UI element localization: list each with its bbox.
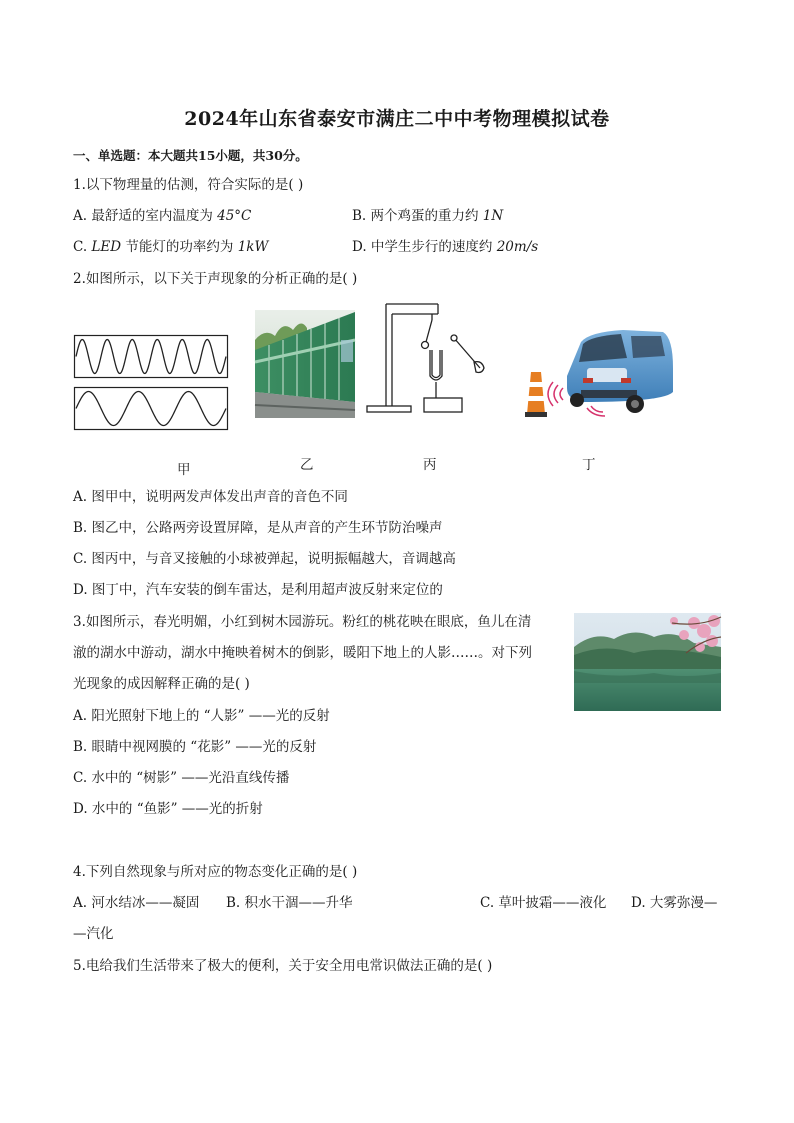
q4-option-c: C. 草叶披霜——液化 bbox=[480, 895, 607, 911]
figure-label-jia: 甲 bbox=[177, 462, 191, 478]
tuning-fork-diagram bbox=[366, 300, 486, 418]
lake-scene-image bbox=[574, 613, 721, 711]
reversing-car-image bbox=[523, 328, 675, 420]
q5-stem: 5.电给我们生活带来了极大的便利，关于安全用电常识做法正确的是( ) bbox=[73, 958, 493, 974]
q3-option-c: C. 水中的 “树影” ——光沿直线传播 bbox=[73, 770, 290, 786]
q4-option-b: B. 积水干涸——升华 bbox=[226, 895, 353, 911]
q3-stem-line2: 澈的湖水中游动，湖水中掩映着树木的倒影，暖阳下地上的人影……。对下列 bbox=[73, 645, 532, 661]
q2-option-d: D. 图丁中，汽车安装的倒车雷达，是利用超声波反射来定位的 bbox=[73, 582, 443, 598]
q2-option-b: B. 图乙中，公路两旁设置屏障，是从声音的产生环节防治噪声 bbox=[73, 520, 443, 536]
q1-stem: 1.以下物理量的估测，符合实际的是( ) bbox=[73, 177, 304, 193]
waveform-figure bbox=[74, 335, 228, 431]
q1-option-d: D. 中学生步行的速度约 20m/s bbox=[352, 239, 539, 255]
q3-option-b: B. 眼睛中视网膜的 “花影” ——光的反射 bbox=[73, 739, 317, 755]
q2-stem: 2.如图所示，以下关于声现象的分析正确的是( ) bbox=[73, 271, 358, 287]
section-heading: 一、单选题：本大题共15小题，共30分。 bbox=[73, 148, 308, 163]
page-title: 2024年山东省泰安市满庄二中中考物理模拟试卷 bbox=[184, 108, 610, 130]
noise-barrier-image bbox=[255, 310, 355, 418]
q3-option-a: A. 阳光照射下地上的 “人影” ——光的反射 bbox=[73, 708, 330, 724]
q2-option-c: C. 图丙中，与音叉接触的小球被弹起，说明振幅越大，音调越高 bbox=[73, 551, 456, 567]
figure-label-bing: 丙 bbox=[423, 457, 437, 473]
q2-option-a: A. 图甲中，说明两发声体发出声音的音色不同 bbox=[73, 489, 348, 505]
q1-option-c: C. LED 节能灯的功率约为 1kW bbox=[73, 239, 269, 255]
q4-option-d: D. 大雾弥漫— bbox=[631, 895, 718, 911]
q4-option-d-continued: —汽化 bbox=[73, 926, 114, 942]
figure-label-ding: 丁 bbox=[582, 457, 596, 473]
q1-option-a: A. 最舒适的室内温度为 45°C bbox=[73, 208, 252, 224]
q4-stem: 4.下列自然现象与所对应的物态变化正确的是( ) bbox=[73, 864, 358, 880]
q4-option-a: A. 河水结冰——凝固 bbox=[73, 895, 200, 911]
q3-option-d: D. 水中的 “鱼影” ——光的折射 bbox=[73, 801, 263, 817]
q3-stem-line3: 光现象的成因解释正确的是( ) bbox=[73, 676, 250, 692]
q3-stem-line1: 3.如图所示，春光明媚，小红到树木园游玩。粉红的桃花映在眼底，鱼儿在清 bbox=[73, 614, 532, 630]
figure-label-yi: 乙 bbox=[300, 457, 314, 473]
q1-option-b: B. 两个鸡蛋的重力约 1N bbox=[352, 208, 504, 224]
